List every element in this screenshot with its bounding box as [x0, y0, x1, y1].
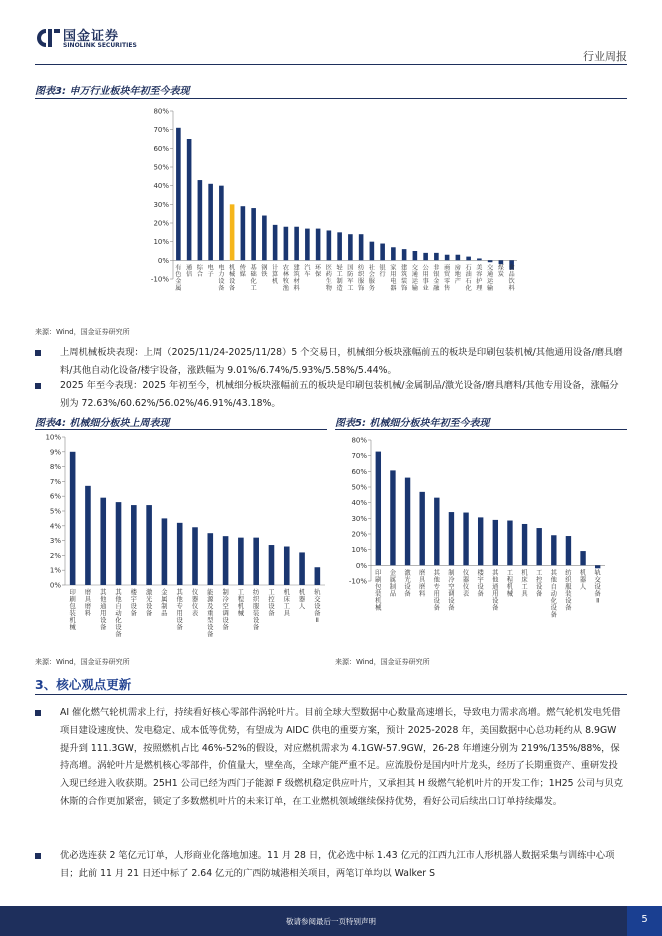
x-category-label: 非银金融 — [433, 264, 440, 293]
section-title: 3、核心观点更新 — [35, 677, 132, 692]
x-category-label: 通信 — [186, 264, 193, 279]
y-tick-label: 4% — [49, 522, 61, 531]
x-category-label: 交通运输 — [411, 264, 418, 293]
bar-计算机 — [273, 225, 278, 260]
x-category-label: 金属制品 — [161, 589, 168, 617]
x-category-label: 轨交设备 Ⅱ — [314, 589, 321, 624]
x-category-label: 建筑装饰 — [401, 264, 408, 293]
bar-机器人 — [299, 552, 305, 585]
bar-机器人 — [580, 551, 585, 565]
bar-轨交设备Ⅱ — [595, 565, 600, 568]
bar-建筑材料 — [294, 227, 299, 261]
x-category-label: 磨具磨料 — [419, 569, 426, 598]
x-category-label: 环保 — [315, 264, 322, 279]
sinolink-logo-icon — [35, 27, 61, 49]
x-category-label: 其他通用设备 — [492, 569, 499, 612]
bullet-ytd-performance: 2025 年至今表现：2025 年初至今，机械细分板块涨幅前五的板块是印刷包装机械/金属制品/激光设备/磨具磨料/其他专用设备，涨幅分别为 72.63%/60.62%/56.02%/46.91%/43.18%。 — [35, 377, 627, 413]
y-tick-label: 30% — [351, 514, 367, 523]
bar-金属制品 — [390, 470, 395, 565]
bar-银行 — [380, 244, 385, 261]
y-tick-label: 0% — [355, 561, 367, 570]
bar-电力设备 — [219, 186, 224, 261]
y-tick-label: 60% — [153, 144, 169, 153]
x-category-label: 工程机械 — [506, 569, 514, 598]
y-tick-label: 50% — [153, 163, 169, 172]
x-category-label: 机械设备 — [229, 264, 236, 293]
bar-基础化工 — [251, 208, 256, 260]
bar-仪器仪表 — [463, 513, 468, 566]
bar-其他自动化设备 — [551, 535, 556, 565]
x-category-label: 基础化工 — [250, 264, 257, 293]
bar-商贸零售 — [445, 255, 450, 261]
chart4-title: 图表4: 机械细分板块上周表现 — [35, 418, 170, 429]
y-tick-label: 7% — [49, 477, 61, 486]
bar-交通运输 — [413, 251, 418, 260]
x-category-label: 印刷包装机械 — [375, 569, 382, 612]
bar-印刷包装机械 — [376, 452, 381, 566]
x-category-label: 其他专用设备 — [433, 569, 440, 612]
y-tick-label: 2% — [49, 551, 61, 560]
x-category-label: 农林牧渔 — [282, 264, 289, 293]
y-tick-label: 80% — [153, 107, 169, 116]
y-tick-label: 20% — [351, 530, 367, 539]
bar-楼宇设备 — [131, 505, 137, 585]
y-tick-label: 10% — [153, 238, 169, 247]
x-category-label: 房地产 — [454, 264, 461, 286]
bar-公用事业 — [423, 253, 428, 260]
x-category-label: 交通运输 — [487, 264, 494, 293]
bar-工程机械 — [507, 521, 512, 566]
bar-金属制品 — [162, 518, 168, 585]
bar-制冷空调设备 — [449, 512, 454, 565]
bar-轨交设备Ⅱ — [315, 567, 321, 585]
x-category-label: 其他专用设备 — [176, 589, 183, 631]
y-tick-label: 9% — [49, 448, 61, 457]
y-tick-label: 6% — [49, 492, 61, 501]
x-category-label: 纺织服装设备 — [253, 589, 260, 631]
page-number: 5 — [641, 914, 648, 925]
x-category-label: 公用事业 — [422, 264, 429, 293]
bar-制冷空调设备 — [223, 536, 229, 585]
x-category-label: 石油石化 — [465, 264, 472, 293]
page-footer — [0, 906, 662, 936]
y-tick-label: 3% — [49, 537, 61, 546]
bar-农林牧渔 — [284, 227, 289, 261]
header-divider — [35, 64, 627, 65]
x-category-label: 工控设备 — [536, 569, 543, 598]
bar-非银金融 — [434, 253, 439, 260]
bar-社会服务 — [370, 242, 375, 261]
y-tick-label: 10% — [45, 433, 61, 442]
bar-磨具磨料 — [419, 492, 424, 565]
x-category-label: 激光设备 — [145, 589, 153, 617]
y-tick-label: 0% — [49, 581, 61, 590]
bullet-ubtech-orders: 优必选连获 2 笔亿元订单，人形商业化落地加速。11 月 28 日，优必选中标 1.43 亿元的江西九江市人形机器人数据采集与训练中心项目；此前 11 月 21 日还中标了 2.64 亿元的广西防城港相关项目，两笔订单均以 Walker S — [35, 847, 627, 883]
y-tick-label: 70% — [153, 126, 169, 135]
x-category-label: 美容护理 — [476, 264, 483, 293]
bullet-square-icon — [35, 710, 41, 716]
bar-纺织服装设备 — [566, 536, 571, 565]
chart5-source: 来源：Wind，国金证券研究所 — [335, 658, 430, 666]
x-category-label: 能源及重型设备 — [207, 589, 214, 638]
y-tick-label: -10% — [150, 275, 169, 284]
bar-仪器仪表 — [192, 527, 198, 585]
page-header — [0, 0, 662, 62]
bar-轻工制造 — [337, 232, 342, 260]
x-category-label: 其他自动化设备 — [115, 589, 122, 638]
chart3-svc-industries-ytd — [35, 100, 627, 322]
bar-钢铁 — [262, 216, 267, 261]
x-category-label: 家用电器 — [390, 264, 397, 293]
logo-text-cn: 国金证券 — [63, 29, 120, 44]
y-tick-label: 50% — [351, 483, 367, 492]
y-tick-label: 20% — [153, 219, 169, 228]
y-tick-label: 10% — [351, 546, 367, 555]
chart3-title: 图表3: 申万行业板块年初至今表现 — [35, 86, 190, 97]
footer-disclaimer: 敬请参阅最后一页特别声明 — [286, 917, 376, 926]
x-category-label: 医药生物 — [325, 264, 332, 293]
x-category-label: 煤炭 — [497, 264, 504, 279]
bar-医药生物 — [327, 230, 332, 260]
chart4-source: 来源：Wind，国金证券研究所 — [35, 658, 130, 666]
y-tick-label: 30% — [153, 200, 169, 209]
x-category-label: 商贸零售 — [444, 264, 451, 293]
bar-有色金属 — [176, 128, 181, 261]
page-number-box — [627, 906, 662, 936]
x-category-label: 社会服务 — [368, 264, 375, 293]
x-category-label: 机器人 — [579, 569, 587, 591]
chart5-mech-subsectors-ytd — [335, 430, 627, 654]
y-tick-label: 40% — [351, 499, 367, 508]
x-category-label: 轨交设备 Ⅱ — [594, 569, 601, 605]
x-category-label: 电子 — [207, 264, 214, 279]
bullet-gas-turbine: AI 催化燃气轮机需求上行，持续看好核心零部件涡轮叶片。目前全球大型数据中心数量高速增长，导致电力需求高增。燃气轮机发电凭借项目建设速度快、发电稳定、成本低等优势，有望成为 AIDC 供电的重要方案，预计 2025-2028 年，美国数据中心总功耗约从 8.9GW 提升到 111.3GW，按照燃机占比 46%-52%的假设，对应燃机需求为 4.1GW-57.9GW，26-28 年增速分别为 219%/135%/88%，保持高增。涡轮叶片是燃机核心零部件，价值量大，壁垒高，全球产能严重不足。应流股份是国内叶片龙头，经历了长期重资产、重研发投入现已经进入收获期。25H1 公司已经为西门子能源 F 级燃机稳定供应叶片，又承担其 H 级燃气轮机叶片的开发工作；1H25 公司与贝克休斯的合作更加紧密，锁定了多数燃机叶片的未来订单，在工业燃机领域继续保持优势，看好公司后续出口订单持续爆发。 — [35, 704, 627, 848]
x-category-label: 激光设备 — [404, 569, 411, 598]
x-category-label: 制冷空调设备 — [448, 569, 455, 612]
x-category-label: 楼宇设备 — [477, 569, 484, 598]
bar-印刷包装机械 — [70, 452, 76, 585]
x-category-label: 磨具磨料 — [84, 589, 92, 617]
bar-楼宇设备 — [478, 517, 483, 565]
bar-建筑装饰 — [402, 249, 407, 260]
section-divider — [35, 694, 627, 695]
x-category-label: 工程机械 — [237, 589, 245, 617]
x-category-label: 国防军工 — [347, 264, 354, 293]
chart3-title-rule — [35, 98, 627, 99]
x-category-label: 有色金属 — [175, 264, 182, 293]
bar-通信 — [187, 139, 192, 260]
bar-其他专用设备 — [434, 498, 439, 566]
bar-综合 — [198, 180, 203, 260]
bar-电子 — [208, 184, 213, 261]
x-category-label: 钢铁 — [261, 264, 268, 279]
bar-国防军工 — [348, 234, 353, 260]
bar-房地产 — [456, 255, 461, 261]
bar-工程机械 — [238, 538, 244, 585]
x-category-label: 电力设备 — [218, 264, 225, 293]
bullet-square-icon — [35, 383, 41, 389]
bullet-square-icon — [35, 853, 41, 859]
x-category-label: 纺织服装设备 — [565, 569, 572, 612]
y-tick-label: -10% — [348, 577, 367, 586]
bar-机械设备 — [230, 204, 235, 260]
x-category-label: 计算机 — [272, 264, 279, 286]
bar-传媒 — [241, 206, 246, 260]
y-tick-label: 1% — [49, 566, 61, 575]
bar-美容护理 — [477, 258, 482, 260]
x-category-label: 综合 — [196, 264, 203, 279]
x-category-label: 机器人 — [298, 589, 306, 610]
x-category-label: 机床工具 — [283, 589, 290, 617]
x-category-label: 工控设备 — [268, 589, 275, 617]
bar-激光设备 — [405, 478, 410, 566]
x-category-label: 食品饮料 — [508, 264, 515, 293]
chart4-mech-subsectors-weekly — [35, 430, 330, 654]
y-tick-label: 40% — [153, 182, 169, 191]
bar-工控设备 — [269, 545, 275, 585]
x-category-label: 金属制品 — [389, 569, 397, 598]
y-tick-label: 5% — [49, 507, 61, 516]
document-type: 行业周报 — [583, 50, 627, 63]
bar-磨具磨料 — [85, 486, 91, 585]
x-category-label: 轻工制造 — [336, 264, 343, 293]
x-category-label: 纺织服饰 — [358, 264, 365, 293]
bar-纺织服装设备 — [253, 538, 259, 585]
bar-工控设备 — [536, 528, 541, 565]
chart5-title: 图表5: 机械细分板块年初至今表现 — [335, 418, 490, 429]
x-category-label: 其他通用设备 — [100, 589, 107, 631]
bar-纺织服饰 — [359, 234, 364, 260]
y-tick-label: 80% — [351, 436, 367, 445]
bar-家用电器 — [391, 247, 396, 260]
x-category-label: 仪器仪表 — [462, 569, 470, 598]
bar-激光设备 — [146, 505, 152, 585]
bar-其他专用设备 — [177, 523, 183, 585]
x-category-label: 其他自动化设备 — [550, 569, 557, 619]
x-category-label: 印刷包装机械 — [69, 589, 76, 631]
x-category-label: 建筑材料 — [293, 264, 300, 293]
bullet-square-icon — [35, 350, 41, 356]
y-tick-label: 70% — [351, 452, 367, 461]
bar-其他通用设备 — [100, 498, 106, 585]
chart3-source: 来源：Wind，国金证券研究所 — [35, 328, 130, 336]
x-category-label: 制冷空调设备 — [222, 589, 229, 631]
x-category-label: 楼宇设备 — [130, 589, 137, 617]
bar-汽车 — [305, 229, 310, 261]
x-category-label: 机床工具 — [521, 569, 528, 598]
bar-机床工具 — [284, 547, 290, 585]
bar-环保 — [316, 229, 321, 261]
x-category-label: 仪器仪表 — [191, 589, 199, 617]
x-category-label: 银行 — [379, 264, 386, 279]
y-tick-label: 0% — [157, 256, 169, 265]
bar-能源及重型设备 — [207, 533, 213, 585]
x-category-label: 汽车 — [304, 264, 311, 279]
x-category-label: 传媒 — [239, 264, 246, 279]
y-tick-label: 8% — [49, 463, 61, 472]
bar-其他自动化设备 — [116, 502, 122, 585]
y-tick-label: 60% — [351, 467, 367, 476]
bar-交通运输 — [488, 260, 493, 262]
bar-石油石化 — [466, 257, 471, 261]
bullet-weekly-performance: 上周机械板块表现：上周（2025/11/24-2025/11/28）5 个交易日，机械细分板块涨幅前五的板块是印刷包装机械/其他通用设备/磨具磨料/其他自动化设备/楼宇设备，涨跌幅为 9.01%/6.74%/5.93%/5.58%/5.44%。 — [35, 344, 627, 380]
logo-text-en: SINOLINK SECURITIES — [63, 42, 137, 49]
bar-机床工具 — [522, 524, 527, 565]
bar-其他通用设备 — [493, 520, 498, 565]
